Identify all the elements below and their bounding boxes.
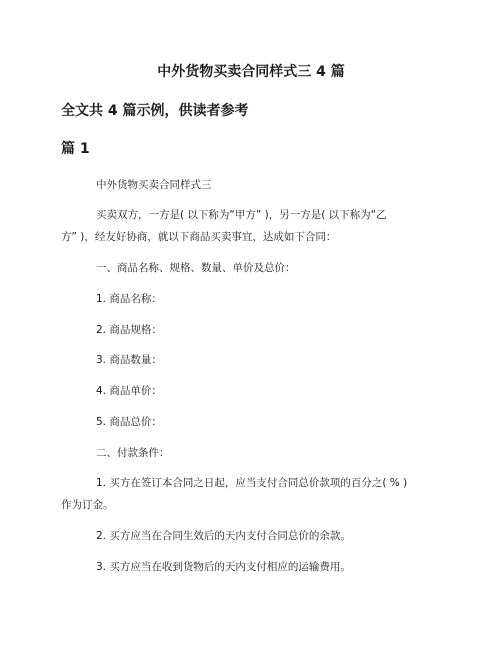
heading-payment: 二、付款条件： — [96, 447, 170, 459]
list-item-goods-total: 5. 商品总价： — [96, 416, 162, 428]
list-item-payment-3: 3. 买方应当在收到货物后的天内支付相应的运输费用。 — [96, 561, 351, 573]
heading-goods: 一、商品名称、规格、数量、单价及总价： — [96, 262, 296, 274]
list-item-payment-1-line1: 1. 买方在签订本合同之日起，应当支付合同总价款项的百分之( % ) — [96, 477, 408, 489]
paragraph-parties-line2: 方” )，经友好协商，就以下商品买卖事宜，达成如下合同： — [61, 231, 337, 243]
paragraph-contract-name: 中外货物买卖合同样式三 — [96, 179, 212, 191]
document-title: 中外货物买卖合同样式三 4 篇 — [157, 64, 345, 80]
list-item-goods-name: 1. 商品名称： — [96, 293, 162, 305]
document-subtitle: 全文共 4 篇示例，供读者参考 — [61, 103, 249, 119]
list-item-goods-unit-price: 4. 商品单价： — [96, 385, 162, 397]
list-item-goods-spec: 2. 商品规格： — [96, 324, 162, 336]
paragraph-parties-line1: 买卖双方，一方是( 以下称为“甲方” )，另一方是( 以下称为“乙 — [96, 209, 387, 221]
section-heading: 篇 1 — [61, 141, 90, 157]
list-item-payment-1-line2: 作为订金。 — [61, 499, 114, 511]
list-item-goods-quantity: 3. 商品数量： — [96, 354, 162, 366]
list-item-payment-2: 2. 买方应当在合同生效后的天内支付合同总价的余款。 — [96, 530, 351, 542]
